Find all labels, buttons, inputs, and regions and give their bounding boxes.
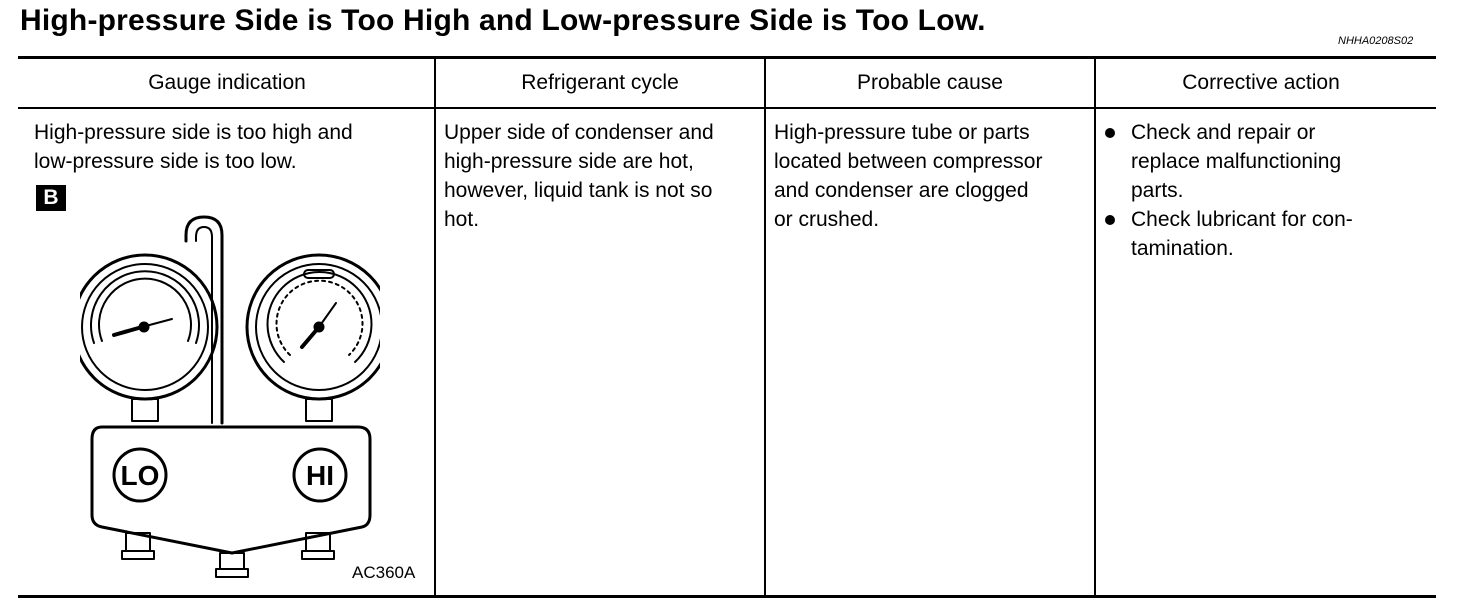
hi-label: HI [306,460,334,491]
table-header-rule [18,107,1436,109]
bullet-icon [1105,128,1115,138]
high-gauge-scale [277,281,363,355]
fitting [122,551,154,559]
high-gauge-pivot [315,323,323,331]
list-item [1105,118,1353,205]
text-line: however, liquid tank is not so [444,179,713,202]
list-item [1105,205,1353,263]
low-gauge-stem [132,399,158,421]
page-title: High-pressure Side is Too High and Low-pressure Side is Too Low. [20,4,986,37]
fitting [302,551,334,559]
text-line: high-pressure side are hot, [444,150,694,173]
text-line: Upper side of condenser and [444,121,714,144]
text-line: parts. [1131,179,1184,202]
header-refrigerant-cycle: Refrigerant cycle [521,70,679,94]
high-gauge-stem [306,399,332,421]
manifold-gauge-icon [80,215,380,580]
diagnosis-badge: B [36,185,66,211]
gauge-indication-text [34,118,353,176]
column-divider [434,58,436,596]
low-gauge-pivot [140,323,148,331]
text-line: High-pressure tube or parts [774,121,1030,144]
table-bottom-rule [18,595,1436,598]
refrigerant-cycle-text [444,118,714,234]
text-line: low-pressure side is too low. [34,150,297,173]
fitting [216,569,248,577]
text-line: replace malfunctioning [1131,150,1342,173]
text-line: tamination. [1131,237,1234,260]
figure-code: AC360A [352,563,416,582]
text-line: Check lubricant for con- [1131,208,1353,231]
text-line: Check and repair or [1131,121,1316,144]
bullet-icon [1105,215,1115,225]
text-line: or crushed. [774,208,880,231]
header-probable-cause: Probable cause [857,70,1003,94]
lo-label: LO [120,460,160,491]
text-line: located between compressor [774,150,1043,173]
column-divider [764,58,766,596]
text-line: and condenser are clogged [774,179,1029,202]
probable-cause-text [774,118,1042,234]
header-gauge-indication: Gauge indication [148,70,306,94]
fitting [220,553,244,569]
header-corrective-action: Corrective action [1182,70,1340,94]
corrective-action-list [1105,118,1353,263]
high-gauge-scale [268,272,372,362]
text-line: hot. [444,208,480,231]
low-gauge-needle [114,327,142,335]
reference-code: NHHA0208S02 [1338,35,1414,47]
text-line: High-pressure side is too high and [34,121,353,144]
column-divider [1094,58,1096,596]
